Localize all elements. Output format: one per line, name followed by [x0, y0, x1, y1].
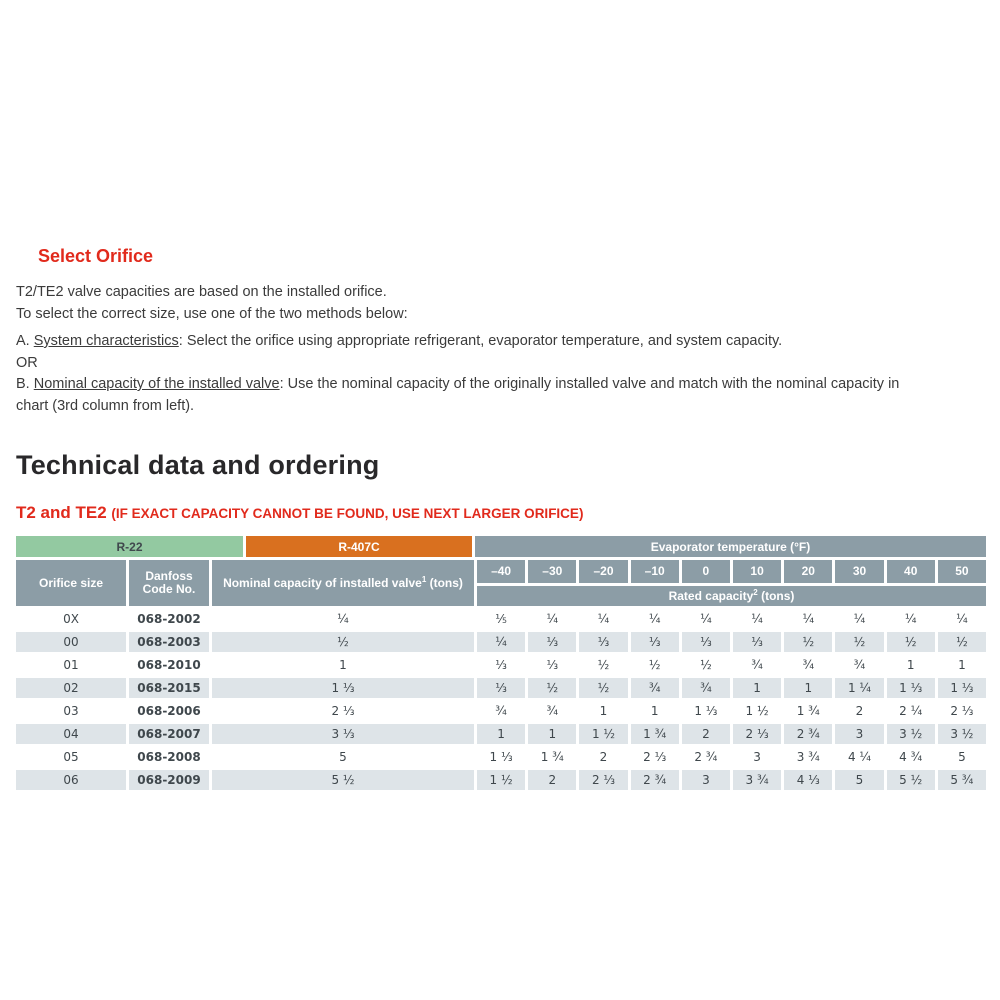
rated-capacity-cell: 5 ½: [887, 770, 935, 790]
rated-capacity-cell: 1: [938, 655, 986, 675]
orifice-size-cell: 02: [16, 678, 126, 698]
nominal-capacity-cell: 2 ⅓: [212, 701, 474, 721]
rated-capacity-cell: 5: [835, 770, 883, 790]
rated-capacity-cell: ½: [784, 632, 832, 652]
rated-capacity-cell: 4 ⅓: [784, 770, 832, 790]
rated-capacity-cell: ¼: [887, 609, 935, 629]
rated-capacity-cell: 1 ¾: [784, 701, 832, 721]
rated-capacity-cell: 3: [835, 724, 883, 744]
header-nominal-text: [223, 574, 463, 590]
header-orifice-size: Orifice size: [16, 560, 126, 606]
method-a-title: System characteristics: [33, 333, 179, 349]
rated-capacity-cell: ⅓: [477, 655, 525, 675]
orifice-size-cell: 0X: [16, 609, 126, 629]
header-rated-footnote: 2: [753, 587, 758, 597]
rated-capacity-cell: 3 ½: [938, 724, 986, 744]
rated-capacity-cell: 2 ⅓: [733, 724, 781, 744]
nominal-capacity-cell: ¼: [212, 609, 474, 629]
header-danfoss-line2: Code No.: [142, 582, 196, 596]
rated-capacity-cell: ⅓: [477, 678, 525, 698]
orifice-size-cell: 03: [16, 701, 126, 721]
header-temp--40: –40: [477, 560, 525, 583]
rated-capacity-cell: ½: [887, 632, 935, 652]
rated-capacity-cell: 3: [733, 747, 781, 767]
rated-capacity-cell: 3 ½: [887, 724, 935, 744]
rated-capacity-cell: 2 ⅓: [579, 770, 627, 790]
rated-capacity-cell: 1 ½: [733, 701, 781, 721]
rated-capacity-cell: ¾: [784, 655, 832, 675]
header-danfoss-code: [129, 560, 209, 606]
rated-capacity-cell: ⅓: [682, 632, 730, 652]
method-b: [16, 374, 900, 417]
rated-capacity-cell: ⅓: [733, 632, 781, 652]
rated-capacity-cell: ½: [579, 655, 627, 675]
model-label: T2 and TE2: [16, 503, 112, 522]
rated-capacity-cell: ¾: [835, 655, 883, 675]
document-page: [16, 246, 986, 790]
rated-capacity-cell: 2 ¾: [784, 724, 832, 744]
nominal-capacity-cell: 5 ½: [212, 770, 474, 790]
rated-capacity-cell: ¾: [528, 701, 576, 721]
danfoss-code-cell: 068-2006: [129, 701, 209, 721]
rated-capacity-cell: ⅓: [528, 655, 576, 675]
orifice-size-cell: 01: [16, 655, 126, 675]
header-temp-10: 10: [733, 560, 781, 583]
method-a: [16, 331, 986, 353]
rated-capacity-cell: ⅓: [579, 632, 627, 652]
rated-capacity-cell: 2 ¾: [631, 770, 679, 790]
capacity-table: [16, 560, 986, 790]
rated-capacity-cell: 1 ⅓: [477, 747, 525, 767]
rated-capacity-cell: ¾: [682, 678, 730, 698]
rated-capacity-cell: 1: [784, 678, 832, 698]
header-rated-unit: (tons): [757, 588, 795, 603]
rated-capacity-cell: 2: [682, 724, 730, 744]
or-label: OR: [16, 354, 38, 371]
orifice-size-cell: 00: [16, 632, 126, 652]
rated-capacity-cell: 1 ⅓: [938, 678, 986, 698]
rated-capacity-cell: 1 ¼: [835, 678, 883, 698]
nominal-capacity-cell: 3 ⅓: [212, 724, 474, 744]
header-temp-0: 0: [682, 560, 730, 583]
rated-capacity-cell: 1: [887, 655, 935, 675]
header-rated-text: [668, 587, 795, 603]
method-b-description: : Use the nominal capacity of the originally installed valve and match with the nominal capacity in chart (3rd column from left).: [16, 376, 900, 414]
header-temp--30: –30: [528, 560, 576, 583]
rated-capacity-cell: 2 ⅓: [938, 701, 986, 721]
orifice-size-cell: 04: [16, 724, 126, 744]
rated-capacity-cell: 1 ½: [579, 724, 627, 744]
rated-capacity-cell: ¼: [784, 609, 832, 629]
rated-capacity-cell: 2 ¾: [682, 747, 730, 767]
danfoss-code-cell: 068-2010: [129, 655, 209, 675]
rated-capacity-cell: 2 ⅓: [631, 747, 679, 767]
danfoss-code-cell: 068-2008: [129, 747, 209, 767]
rated-capacity-cell: ¼: [528, 609, 576, 629]
danfoss-code-cell: 068-2003: [129, 632, 209, 652]
band-evaporator-temperature: Evaporator temperature (°F): [475, 536, 986, 557]
nominal-capacity-cell: 1: [212, 655, 474, 675]
danfoss-code-cell: 068-2002: [129, 609, 209, 629]
rated-capacity-cell: 1 ½: [477, 770, 525, 790]
rated-capacity-cell: ½: [579, 678, 627, 698]
header-rated-main: Rated capacity: [668, 588, 754, 603]
rated-capacity-cell: ½: [631, 655, 679, 675]
danfoss-code-cell: 068-2009: [129, 770, 209, 790]
rated-capacity-cell: 2: [835, 701, 883, 721]
rated-capacity-cell: 3: [682, 770, 730, 790]
header-temp--10: –10: [631, 560, 679, 583]
rated-capacity-cell: ⅕: [477, 609, 525, 629]
rated-capacity-cell: 4 ¾: [887, 747, 935, 767]
rated-capacity-cell: 3 ¾: [784, 747, 832, 767]
header-nominal-main: Nominal capacity of installed valve: [223, 575, 422, 590]
method-b-title: Nominal capacity of the installed valve: [33, 376, 280, 392]
rated-capacity-cell: ¼: [938, 609, 986, 629]
rated-capacity-cell: 1: [631, 701, 679, 721]
header-nominal-unit: (tons): [426, 575, 463, 590]
rated-capacity-cell: ¾: [631, 678, 679, 698]
rated-capacity-cell: ¼: [477, 632, 525, 652]
rated-capacity-cell: ½: [835, 632, 883, 652]
rated-capacity-cell: ½: [528, 678, 576, 698]
rated-capacity-cell: ¼: [733, 609, 781, 629]
header-temp-40: 40: [887, 560, 935, 583]
nominal-capacity-cell: 5: [212, 747, 474, 767]
rated-capacity-cell: ¾: [733, 655, 781, 675]
intro-line-1: T2/TE2 valve capacities are based on the installed orifice.: [16, 284, 387, 300]
header-temp-20: 20: [784, 560, 832, 583]
header-temp-30: 30: [835, 560, 883, 583]
rated-capacity-cell: 3 ¾: [733, 770, 781, 790]
capacity-note: (IF EXACT CAPACITY CANNOT BE FOUND, USE NEXT LARGER ORIFICE): [111, 506, 584, 521]
refrigerant-band: [16, 536, 986, 557]
select-orifice-heading: Select Orifice: [38, 246, 154, 266]
method-a-prefix: A.: [16, 333, 34, 349]
rated-capacity-cell: 5: [938, 747, 986, 767]
rated-capacity-cell: 5 ¾: [938, 770, 986, 790]
nominal-capacity-cell: 1 ⅓: [212, 678, 474, 698]
method-b-prefix: B.: [16, 376, 34, 392]
method-a-description: : Select the orifice using appropriate refrigerant, evaporator temperature, and system capacity.: [178, 333, 783, 349]
header-temp--20: –20: [579, 560, 627, 583]
rated-capacity-cell: 1 ⅓: [887, 678, 935, 698]
rated-capacity-cell: ¼: [835, 609, 883, 629]
rated-capacity-cell: 1 ¾: [528, 747, 576, 767]
rated-capacity-cell: 2 ¼: [887, 701, 935, 721]
rated-capacity-cell: 1: [733, 678, 781, 698]
rated-capacity-cell: 2: [579, 747, 627, 767]
intro-line-2: To select the correct size, use one of the two methods below:: [16, 305, 408, 322]
header-nominal-footnote: 1: [421, 574, 427, 584]
band-r407c: R-407C: [246, 536, 472, 557]
rated-capacity-cell: ¼: [631, 609, 679, 629]
orifice-size-cell: 06: [16, 770, 126, 790]
page-title: Technical data and ordering: [16, 450, 380, 480]
rated-capacity-cell: ⅓: [631, 632, 679, 652]
table-subtitle: [16, 497, 986, 525]
band-r22: R-22: [16, 536, 243, 557]
header-rated-capacity: [477, 586, 986, 606]
danfoss-code-cell: 068-2015: [129, 678, 209, 698]
header-danfoss-line1: Danfoss: [145, 569, 193, 583]
header-nominal-capacity: [212, 560, 474, 606]
header-temp-50: 50: [938, 560, 986, 583]
rated-capacity-cell: 1: [477, 724, 525, 744]
rated-capacity-cell: 1 ¾: [631, 724, 679, 744]
danfoss-code-cell: 068-2007: [129, 724, 209, 744]
rated-capacity-cell: ¾: [477, 701, 525, 721]
rated-capacity-cell: 4 ¼: [835, 747, 883, 767]
rated-capacity-cell: ¼: [579, 609, 627, 629]
intro-text: [16, 282, 986, 417]
rated-capacity-cell: 1 ⅓: [682, 701, 730, 721]
rated-capacity-cell: 1: [528, 724, 576, 744]
rated-capacity-cell: ½: [938, 632, 986, 652]
rated-capacity-cell: ⅓: [528, 632, 576, 652]
rated-capacity-cell: 2: [528, 770, 576, 790]
orifice-size-cell: 05: [16, 747, 126, 767]
nominal-capacity-cell: ½: [212, 632, 474, 652]
rated-capacity-cell: ¼: [682, 609, 730, 629]
rated-capacity-cell: 1: [579, 701, 627, 721]
rated-capacity-cell: ½: [682, 655, 730, 675]
